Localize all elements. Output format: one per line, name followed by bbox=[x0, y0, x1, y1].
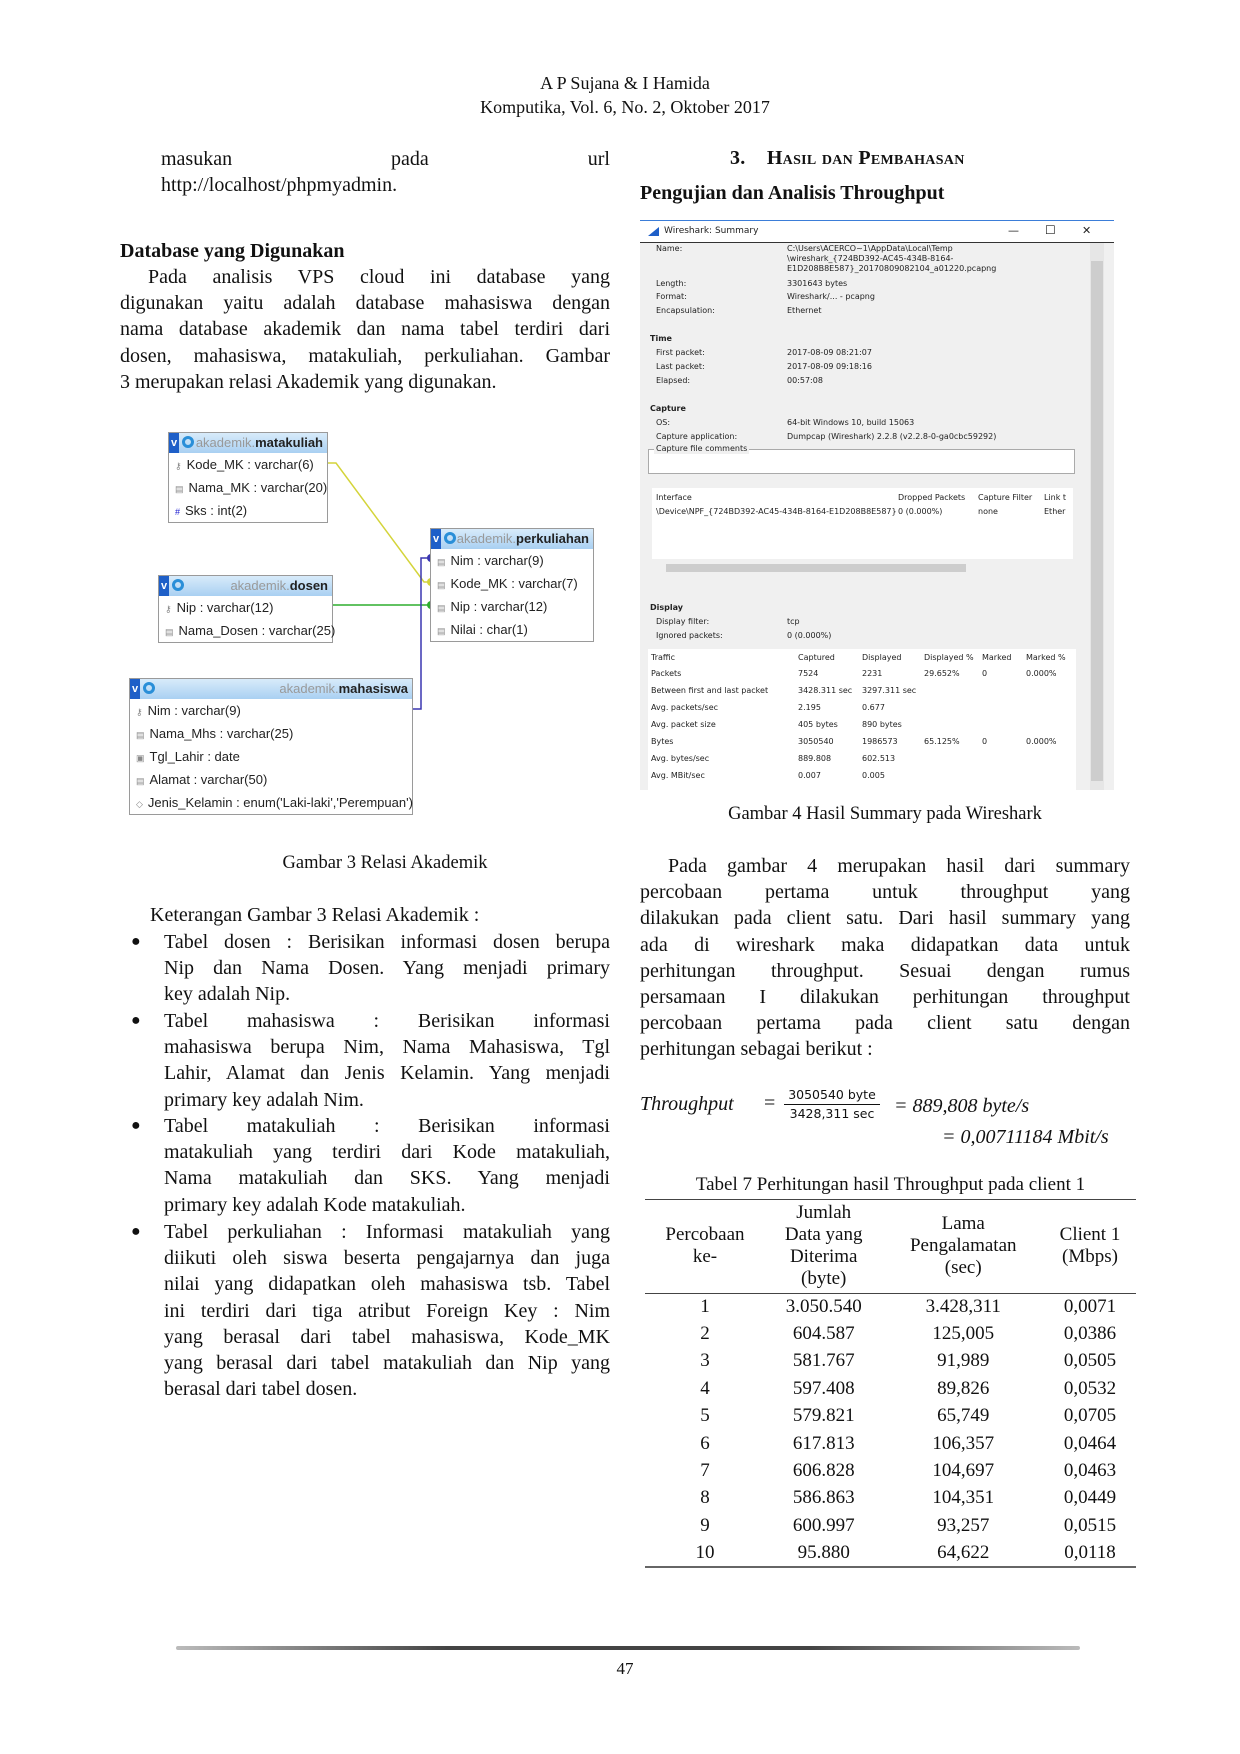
table-cell: 7 bbox=[700, 1460, 710, 1482]
ws-section-heading: Time bbox=[650, 334, 672, 343]
field-label: Nip : varchar(12) bbox=[176, 600, 274, 615]
table-name: mahasiswa bbox=[338, 681, 408, 696]
table-cell: 91,989 bbox=[937, 1350, 990, 1372]
ws-traffic-cell: 29.652% bbox=[924, 669, 960, 678]
ws-traffic-header: Captured bbox=[798, 653, 835, 662]
subheading-throughput: Pengujian dan Analisis Throughput bbox=[640, 182, 945, 204]
field-label: Nim : varchar(9) bbox=[147, 703, 241, 718]
table-cell: 104,351 bbox=[932, 1487, 995, 1509]
table-cell: 95.880 bbox=[797, 1541, 850, 1563]
text-line: Tabel dosen : Berisikan informasi dosen berupa bbox=[164, 931, 610, 953]
ws-interface-cell: none bbox=[978, 507, 998, 516]
er-field bbox=[159, 596, 332, 619]
table-header-row bbox=[645, 1200, 1136, 1293]
ws-traffic-cell: 3050540 bbox=[798, 737, 834, 746]
text-line: dilakukan pada client satu. Dari hasil summary yang bbox=[640, 907, 1130, 930]
er-table-matakuliah bbox=[168, 432, 328, 523]
text-line: Tabel matakuliah : Berisikan informasi bbox=[164, 1115, 610, 1137]
throughput-table bbox=[645, 1200, 1136, 1568]
ws-traffic-cell: 3297.311 sec bbox=[862, 686, 917, 695]
scrollbar-thumb[interactable] bbox=[1091, 261, 1103, 781]
column-icon: ▤ bbox=[437, 557, 446, 567]
section-heading-hasil bbox=[730, 147, 965, 170]
ws-label: First packet: bbox=[656, 348, 705, 357]
table-cell: 579.821 bbox=[792, 1405, 855, 1427]
ws-traffic-cell: Avg. packets/sec bbox=[651, 703, 719, 712]
er-field bbox=[130, 768, 412, 791]
header-line: (byte) bbox=[801, 1268, 847, 1290]
table-header-cell bbox=[1044, 1200, 1136, 1293]
ws-interface-cell: Ether bbox=[1044, 507, 1066, 516]
er-field bbox=[130, 745, 412, 768]
table-cell: 1 bbox=[700, 1295, 710, 1317]
ws-value: \wireshark_{724BD392-AC45-434B-8164- bbox=[787, 254, 954, 263]
table-row bbox=[645, 1485, 1136, 1512]
results-paragraph bbox=[640, 853, 1130, 1063]
table-cell: 3.428,311 bbox=[925, 1295, 1001, 1317]
ws-traffic-header: Marked bbox=[982, 653, 1012, 662]
ws-traffic-header: Displayed % bbox=[924, 653, 974, 662]
ws-value: 3301643 bytes bbox=[787, 279, 848, 288]
ws-traffic-cell: 0.000% bbox=[1026, 669, 1057, 678]
enum-column-icon: ◇ bbox=[136, 799, 143, 809]
text-line: Tabel perkuliahan : Informasi matakuliah yang bbox=[164, 1221, 610, 1243]
formula-numerator: 3050540 byte bbox=[784, 1086, 880, 1105]
table-7-caption: Tabel 7 Perhitungan hasil Throughput pada client 1 bbox=[695, 1174, 1086, 1195]
db-prefix: akademik. bbox=[279, 681, 339, 696]
ws-value: Ethernet bbox=[787, 306, 822, 315]
ws-traffic-cell: 0.005 bbox=[862, 771, 885, 780]
ws-label: Encapsulation: bbox=[656, 306, 715, 315]
table-cell: 586.863 bbox=[792, 1487, 855, 1509]
ws-section-heading: Capture bbox=[650, 404, 686, 413]
ws-comments-label: Capture file comments bbox=[656, 444, 748, 453]
field-label: Kode_MK : varchar(6) bbox=[186, 457, 314, 472]
ws-traffic-cell: 1986573 bbox=[862, 737, 898, 746]
ws-traffic-cell: 889.808 bbox=[798, 754, 832, 763]
window-titlebar bbox=[640, 221, 1114, 243]
text-line: nama database akademik dan nama tabel terdiri dari bbox=[120, 318, 610, 341]
table-cell: 6 bbox=[700, 1432, 710, 1454]
relation-line-matakuliah bbox=[327, 463, 430, 582]
ws-section-heading: Display bbox=[650, 603, 683, 612]
collapse-toggle-icon[interactable]: v bbox=[130, 679, 140, 699]
table-cell: 0,0532 bbox=[1063, 1377, 1117, 1399]
text-line: matakuliah yang terdiri dari Kode matakuliah, bbox=[164, 1141, 610, 1164]
ws-traffic-cell: 3428.311 sec bbox=[798, 686, 853, 695]
ws-traffic-cell: 0.677 bbox=[862, 703, 885, 712]
er-field bbox=[130, 722, 412, 745]
horizontal-scrollbar[interactable] bbox=[652, 562, 1073, 574]
bullet-item bbox=[131, 1008, 610, 1113]
gear-icon bbox=[444, 532, 456, 544]
table-cell: 65,749 bbox=[937, 1405, 990, 1427]
running-header-authors: A P Sujana & I Hamida bbox=[540, 73, 710, 93]
ws-value: 2017-08-09 09:18:16 bbox=[787, 362, 872, 371]
ws-value: Dumpcap (Wireshark) 2.2.8 (v2.2.8-0-ga0cbc59292) bbox=[787, 432, 997, 441]
table-cell: 0,0118 bbox=[1064, 1541, 1116, 1563]
table-cell: 604.587 bbox=[792, 1323, 855, 1345]
ws-traffic-cell: Avg. packet size bbox=[651, 720, 716, 729]
formula-result-bytes: = 889,808 byte/s bbox=[894, 1095, 1030, 1117]
field-label: Nip : varchar(12) bbox=[450, 599, 548, 614]
table-cell: 5 bbox=[700, 1405, 710, 1427]
table-row bbox=[645, 1375, 1136, 1402]
er-table-header bbox=[159, 576, 332, 596]
field-label: Jenis_Kelamin : enum('Laki-laki','Perempuan') bbox=[147, 795, 413, 810]
field-label: Tgl_Lahir : date bbox=[149, 749, 240, 764]
er-table-title bbox=[457, 529, 589, 549]
formula-equals: = bbox=[764, 1092, 776, 1114]
table-cell: 8 bbox=[700, 1487, 710, 1509]
table-row bbox=[645, 1293, 1136, 1320]
table-cell: 597.408 bbox=[792, 1377, 855, 1399]
ws-traffic-cell: 2231 bbox=[862, 669, 883, 678]
ws-label: Ignored packets: bbox=[656, 631, 723, 640]
table-cell: 617.813 bbox=[792, 1432, 855, 1454]
gear-icon bbox=[182, 436, 194, 448]
er-table-title bbox=[279, 679, 408, 699]
ws-interface-header: Link t bbox=[1044, 493, 1067, 502]
text-line: masukan pada url bbox=[161, 148, 610, 170]
header-line: Pengalamatan bbox=[909, 1235, 1017, 1257]
table-cell: 89,826 bbox=[937, 1377, 990, 1399]
table-cell: 3 bbox=[700, 1350, 710, 1372]
formula-result-mbit: = 0,00711184 Mbit/s bbox=[942, 1126, 1109, 1148]
ws-traffic-header: Marked % bbox=[1026, 653, 1066, 662]
table-name: dosen bbox=[289, 578, 328, 593]
keterangan-label: Keterangan Gambar 3 Relasi Akademik : bbox=[150, 904, 480, 926]
table-cell: 0,0505 bbox=[1063, 1350, 1117, 1372]
text-line: Pada gambar 4 merupakan hasil dari summary bbox=[668, 855, 1130, 877]
text-line: dosen, mahasiswa, matakuliah, perkuliahan. Gambar bbox=[120, 344, 610, 367]
collapse-toggle-icon[interactable]: v bbox=[431, 529, 441, 549]
text-line: nilai yang didapatkan oleh mahasiswa tsb. Tabel bbox=[164, 1273, 610, 1296]
table-cell: 581.767 bbox=[792, 1350, 855, 1372]
er-table-dosen bbox=[158, 575, 336, 643]
table-header-cell bbox=[765, 1200, 883, 1293]
wireshark-summary-window bbox=[640, 220, 1114, 790]
bullet-icon: ● bbox=[131, 933, 141, 950]
er-field bbox=[431, 549, 593, 572]
table-row bbox=[645, 1430, 1136, 1457]
field-label: Nama_MK : varchar(20) bbox=[188, 480, 328, 495]
ws-traffic-cell: 2.195 bbox=[798, 703, 821, 712]
table-name: matakuliah bbox=[255, 435, 323, 450]
footer-rule bbox=[176, 1646, 1080, 1650]
ws-traffic-cell: 7524 bbox=[798, 669, 819, 678]
column-icon: ▤ bbox=[437, 580, 446, 590]
er-table-perkuliahan bbox=[430, 528, 594, 642]
table-row bbox=[645, 1320, 1136, 1347]
table-row bbox=[645, 1348, 1136, 1375]
er-field bbox=[431, 572, 593, 595]
text-line: 3 merupakan relasi Akademik yang digunakan. bbox=[120, 370, 497, 393]
numeric-column-icon: # bbox=[175, 507, 181, 517]
header-line: Diterima bbox=[789, 1246, 858, 1268]
ws-label: Display filter: bbox=[656, 617, 710, 626]
text-line: Pada analisis VPS cloud ini database yang bbox=[148, 266, 610, 288]
collapse-toggle-icon[interactable]: v bbox=[159, 576, 169, 596]
table-row bbox=[645, 1512, 1136, 1539]
db-prefix: akademik. bbox=[230, 578, 290, 593]
table-cell: 10 bbox=[695, 1541, 715, 1563]
table-cell: 2 bbox=[700, 1323, 710, 1345]
table-cell: 0,0449 bbox=[1063, 1487, 1117, 1509]
text-line: http://localhost/phpmyadmin. bbox=[161, 174, 398, 197]
table-header-cell bbox=[645, 1200, 765, 1293]
ws-interface-cell: 0 (0.000%) bbox=[898, 507, 943, 516]
table-cell: 606.828 bbox=[792, 1460, 855, 1482]
table-cell: 3.050.540 bbox=[785, 1295, 862, 1317]
table-cell: 0,0464 bbox=[1063, 1432, 1117, 1454]
figure-4-caption: Gambar 4 Hasil Summary pada Wireshark bbox=[728, 804, 1042, 824]
er-field bbox=[169, 499, 327, 522]
window-title: Wireshark: Summary bbox=[664, 226, 759, 236]
text-line: primary key adalah Nim. bbox=[164, 1088, 364, 1111]
bullet-icon: ● bbox=[131, 1223, 141, 1240]
ws-traffic-cell: 890 bytes bbox=[862, 720, 902, 729]
ws-label: Elapsed: bbox=[656, 376, 691, 385]
text-line: Lahir, Alamat dan Jenis Kelamin. Yang menjadi bbox=[164, 1062, 610, 1085]
er-field bbox=[431, 595, 593, 618]
er-field bbox=[431, 618, 593, 641]
ws-interface-header: Interface bbox=[656, 493, 692, 502]
table-cell: 93,257 bbox=[937, 1514, 990, 1536]
gear-icon bbox=[143, 682, 155, 694]
ws-value: 64-bit Windows 10, build 15063 bbox=[787, 418, 915, 427]
field-label: Nim : varchar(9) bbox=[450, 553, 544, 568]
table-row bbox=[645, 1457, 1136, 1484]
ws-value: 00:57:08 bbox=[787, 376, 823, 385]
ws-traffic-cell: 0 bbox=[982, 669, 988, 678]
ws-value: tcp bbox=[787, 617, 800, 626]
table-cell: 9 bbox=[700, 1514, 710, 1536]
er-table-header bbox=[130, 679, 412, 699]
text-line: perhitungan throughput. Sesuai dengan rumus bbox=[640, 959, 1130, 982]
page-number: 47 bbox=[616, 1659, 634, 1678]
ws-label: OS: bbox=[656, 418, 671, 427]
er-field bbox=[169, 453, 327, 476]
column-icon: ▤ bbox=[175, 484, 184, 494]
text-line: Tabel mahasiswa : Berisikan informasi bbox=[164, 1010, 610, 1032]
table-cell: 0,0705 bbox=[1063, 1405, 1117, 1427]
bullet-item bbox=[131, 929, 610, 1008]
header-line: Data yang bbox=[784, 1224, 863, 1246]
er-field bbox=[169, 476, 327, 499]
section-title: Hasil dan Pembahasan bbox=[766, 147, 965, 169]
table-cell: 600.997 bbox=[792, 1514, 855, 1536]
header-line: Lama bbox=[941, 1213, 985, 1235]
header-line: ke- bbox=[692, 1246, 718, 1268]
ws-interface-cell: \Device\NPF_{724BD392-AC45-434B-8164-E1D208B8E587} bbox=[656, 507, 897, 516]
header-line: (sec) bbox=[944, 1257, 982, 1279]
bullet-icon: ● bbox=[131, 1117, 141, 1134]
ws-value: 2017-08-09 08:21:07 bbox=[787, 348, 872, 357]
column-icon: ▤ bbox=[136, 730, 145, 740]
field-label: Sks : int(2) bbox=[185, 503, 248, 518]
bullet-icon: ● bbox=[131, 1012, 141, 1029]
table-cell: 106,357 bbox=[932, 1432, 995, 1454]
er-field bbox=[130, 699, 412, 722]
ws-value: 0 (0.000%) bbox=[787, 631, 832, 640]
header-line: Percobaan bbox=[665, 1224, 745, 1246]
section-number: 3. bbox=[730, 147, 746, 169]
collapse-toggle-icon[interactable]: v bbox=[169, 433, 179, 453]
db-prefix: akademik. bbox=[456, 531, 517, 546]
text-line: mahasiswa berupa Nim, Nama Mahasiswa, Tgl bbox=[164, 1036, 610, 1059]
table-cell: 64,622 bbox=[937, 1541, 990, 1563]
running-header-journal: Komputika, Vol. 6, No. 2, Oktober 2017 bbox=[480, 97, 770, 117]
table-cell: 104,697 bbox=[932, 1460, 995, 1482]
bullet-item bbox=[131, 1113, 610, 1218]
text-line: digunakan yaitu adalah database mahasiswa dengan bbox=[120, 292, 610, 315]
ws-interface-header: Capture Filter bbox=[978, 493, 1033, 502]
text-line: diikuti oleh siswa beserta pengajarnya dan juga bbox=[164, 1247, 610, 1270]
ws-traffic-cell: 0.000% bbox=[1026, 737, 1057, 746]
field-label: Nama_Dosen : varchar(25) bbox=[178, 623, 336, 638]
text-line: ada di wireshark maka didapatkan data untuk bbox=[640, 933, 1130, 956]
table-cell: 0,0515 bbox=[1063, 1514, 1117, 1536]
column-icon: ▤ bbox=[136, 776, 145, 786]
text-line: persamaan I dilakukan perhitungan throughput bbox=[640, 985, 1130, 1008]
field-label: Kode_MK : varchar(7) bbox=[450, 576, 578, 591]
ws-traffic-cell: 65.125% bbox=[924, 737, 960, 746]
column-icon: ▤ bbox=[437, 626, 446, 636]
header-line: Jumlah bbox=[796, 1202, 852, 1224]
ws-interface-header: Dropped Packets bbox=[898, 493, 966, 502]
header-line: Client 1 bbox=[1059, 1224, 1121, 1246]
gear-icon bbox=[172, 579, 184, 591]
formula-denominator: 3428,311 sec bbox=[789, 1106, 875, 1121]
text-line: berasal dari tabel dosen. bbox=[164, 1378, 358, 1401]
er-field bbox=[159, 619, 336, 642]
maximize-button[interactable]: ☐ bbox=[1045, 223, 1056, 237]
column-icon: ▤ bbox=[437, 603, 446, 613]
ws-value: E1D208B8E587}_20170809082104_a01220.pcapng bbox=[787, 264, 997, 273]
ws-traffic-cell: Between first and last packet bbox=[651, 686, 769, 695]
minimize-button[interactable]: — bbox=[1008, 224, 1019, 237]
section-heading-database: Database yang Digunakan bbox=[120, 240, 345, 262]
ws-traffic-header: Displayed bbox=[862, 653, 902, 662]
text-line: ini terdiri dari tiga atribut Foreign Key : Nim bbox=[164, 1299, 610, 1322]
ws-traffic-cell: Avg. MBit/sec bbox=[651, 771, 705, 780]
field-label: Nilai : char(1) bbox=[450, 622, 528, 637]
field-label: Alamat : varchar(50) bbox=[149, 772, 268, 787]
bullet-item bbox=[131, 1219, 610, 1402]
header-line: (Mbps) bbox=[1062, 1246, 1118, 1268]
text-line: percobaan pertama untuk throughput yang bbox=[640, 881, 1130, 904]
er-table-header bbox=[169, 433, 327, 453]
db-prefix: akademik. bbox=[195, 435, 256, 450]
er-table-title bbox=[196, 433, 323, 453]
ws-value: Wireshark/... - pcapng bbox=[787, 292, 875, 301]
ws-label: Name: bbox=[656, 244, 683, 253]
text-line: key adalah Nip. bbox=[164, 983, 291, 1006]
close-button[interactable]: ✕ bbox=[1082, 224, 1092, 237]
table-row bbox=[645, 1403, 1136, 1430]
ws-traffic-cell: 405 bytes bbox=[798, 720, 838, 729]
wireshark-fin-icon bbox=[648, 227, 659, 236]
er-table-header bbox=[431, 529, 593, 549]
column-icon: ▤ bbox=[165, 627, 174, 637]
er-field bbox=[130, 791, 412, 814]
text-line: Nama matakuliah dan SKS. Yang menjadi bbox=[164, 1167, 610, 1190]
ws-value: C:\Users\ACERCO~1\AppData\Local\Temp bbox=[787, 244, 953, 253]
formula-lhs: Throughput bbox=[640, 1093, 734, 1115]
table-cell: 125,005 bbox=[932, 1323, 995, 1345]
ws-traffic-cell: Avg. bytes/sec bbox=[651, 754, 710, 763]
ws-traffic-cell: 602.513 bbox=[862, 754, 896, 763]
ws-traffic-cell: Packets bbox=[651, 669, 682, 678]
table-name: perkuliahan bbox=[516, 531, 589, 546]
er-table-mahasiswa bbox=[129, 678, 413, 815]
table-cell: 0,0463 bbox=[1063, 1460, 1117, 1482]
ws-traffic-header: Traffic bbox=[651, 653, 676, 662]
table-row bbox=[645, 1540, 1136, 1567]
ws-traffic-cell: Bytes bbox=[651, 737, 674, 746]
text-line: Nip dan Nama Dosen. Yang menjadi primary bbox=[164, 957, 610, 980]
table-cell: 0,0071 bbox=[1063, 1295, 1117, 1317]
table-cell: 0,0386 bbox=[1063, 1323, 1117, 1345]
ws-label: Last packet: bbox=[656, 362, 705, 371]
text-line: yang berasal dari tabel matakuliah dan Nip yang bbox=[164, 1351, 610, 1374]
ws-traffic-cell: 0.007 bbox=[798, 771, 821, 780]
primary-key-icon: ⚷ bbox=[165, 604, 172, 614]
ws-label: Length: bbox=[656, 279, 687, 288]
table-cell: 4 bbox=[700, 1377, 710, 1399]
ws-traffic-cell: 0 bbox=[982, 737, 988, 746]
date-column-icon: ▣ bbox=[136, 753, 145, 763]
er-table-title bbox=[230, 576, 328, 596]
text-line: percobaan pertama pada client satu dengan bbox=[640, 1012, 1130, 1035]
ws-label: Format: bbox=[656, 292, 687, 301]
text-line: perhitungan sebagai berikut : bbox=[640, 1038, 873, 1061]
text-line: yang berasal dari tabel mahasiswa, Kode_MK bbox=[164, 1325, 610, 1348]
field-label: Nama_Mhs : varchar(25) bbox=[149, 726, 294, 741]
formula-fraction bbox=[784, 1086, 880, 1123]
text-line: primary key adalah Kode matakuliah. bbox=[164, 1193, 466, 1216]
table-header-cell bbox=[882, 1200, 1044, 1293]
primary-key-icon: ⚷ bbox=[175, 461, 182, 471]
primary-key-icon: ⚷ bbox=[136, 707, 143, 717]
figure-3-caption: Gambar 3 Relasi Akademik bbox=[282, 853, 488, 873]
ws-label: Capture application: bbox=[656, 432, 738, 441]
